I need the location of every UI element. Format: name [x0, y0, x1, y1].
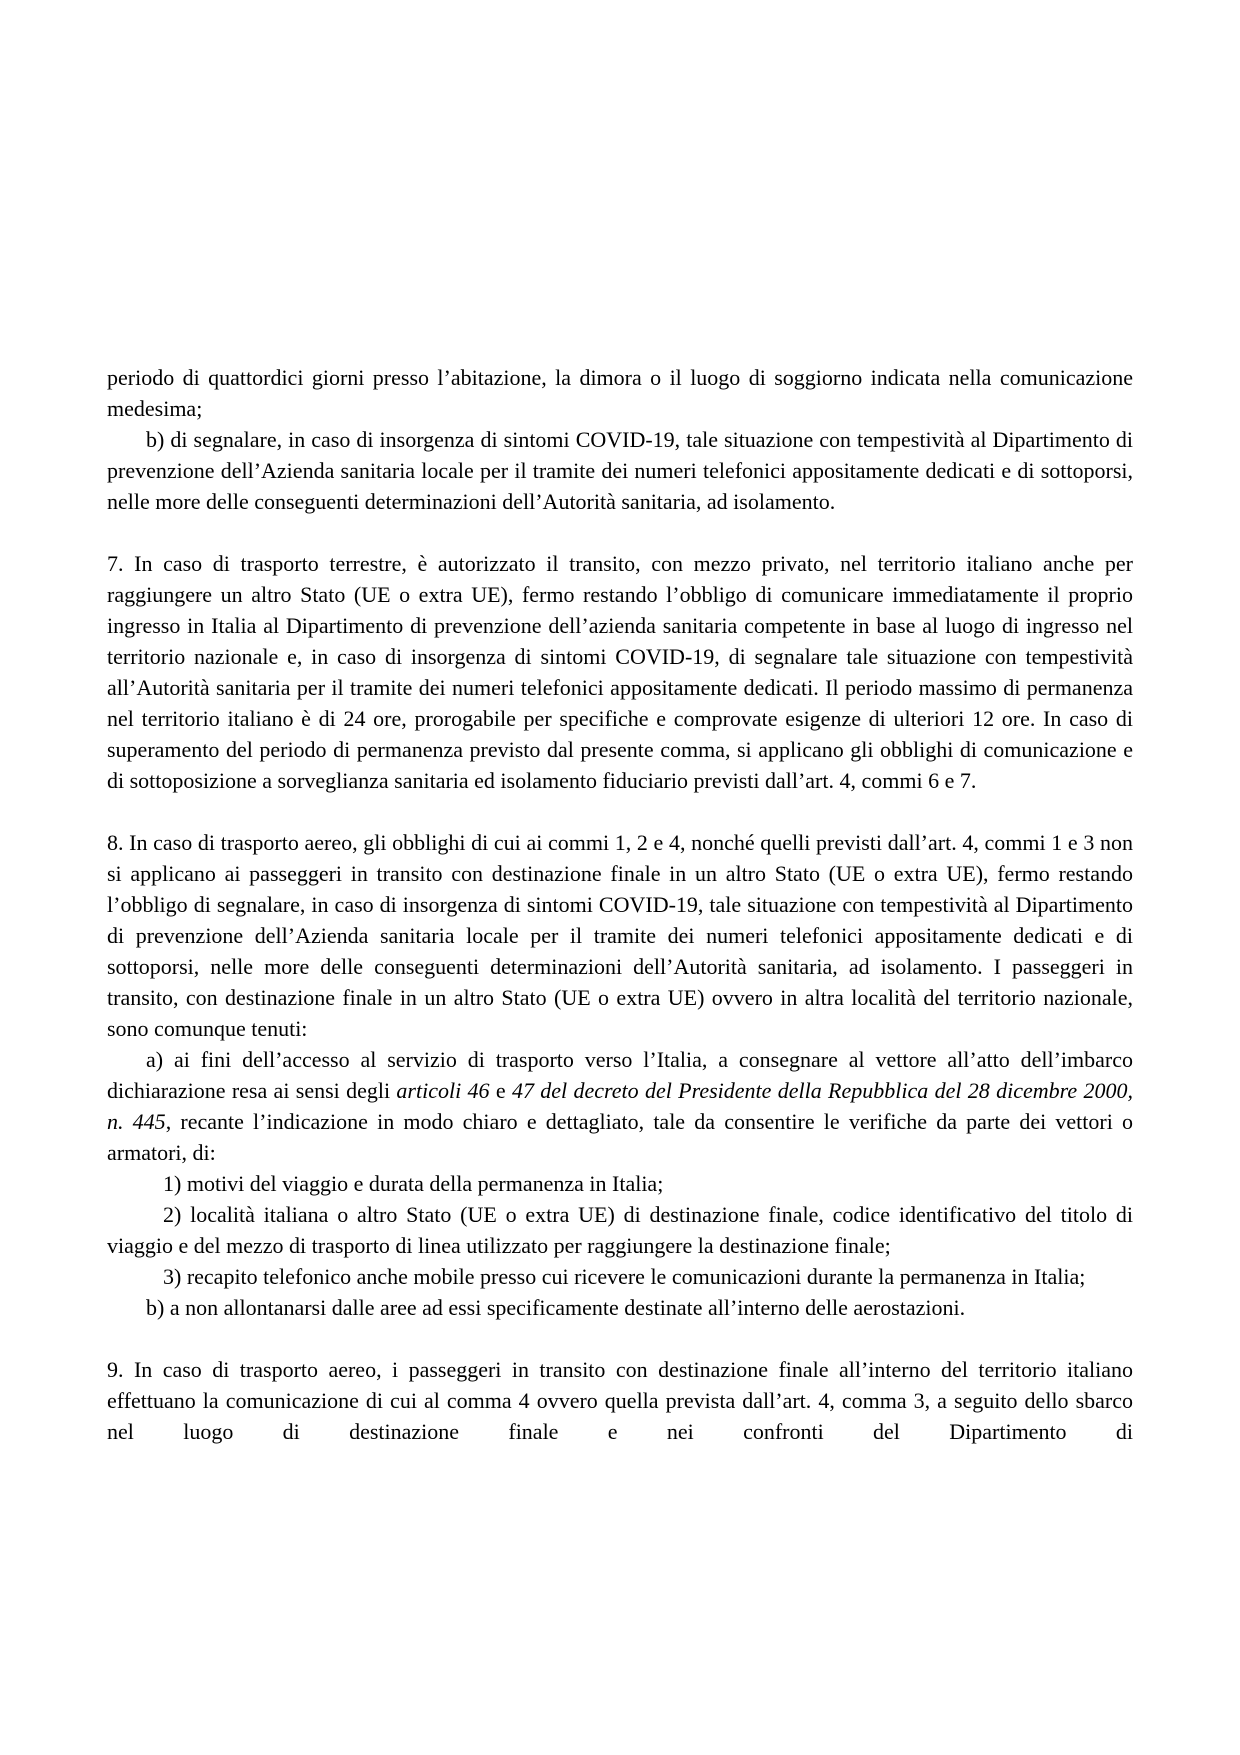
paragraph-comma8-lettera-a	[107, 1044, 1133, 1168]
comma8a-citation-dpr-445: 47 del decreto del Presidente della Repubblica del 28 dicembre 2000, n. 445	[107, 1078, 1133, 1134]
paragraph-comma8: 8. In caso di trasporto aereo, gli obblighi di cui ai commi 1, 2 e 4, nonché quelli previsti dall’art. 4, commi 1 e 3 non si applicano ai passeggeri in transito con destinazione finale in un altro Stato (UE o extra UE), fermo restando l’obbligo di segnalare, in caso di insorgenza di sintomi COVID-19, tale situazione con tempestività al Dipartimento di prevenzione dell’Azienda sanitaria locale per il tramite dei numeri telefonici appositamente dedicati e di sottoporsi, nelle more delle conseguenti determinazioni dell’Autorità sanitaria, ad isolamento. I passeggeri in transito, con destinazione finale in un altro Stato (UE o extra UE) ovvero in altra località del territorio nazionale, sono comunque tenuti:	[107, 830, 1133, 1041]
comma8a-text-segment-1: a) ai fini dell’accesso al servizio di trasporto verso l’Italia, a consegnare al vettore all’atto dell’imbarco dichiarazione resa ai sensi degli	[107, 1047, 1133, 1103]
document-text-block	[107, 362, 1133, 1447]
paragraph-comma9: 9. In caso di trasporto aereo, i passeggeri in transito con destinazione finale all’interno del territorio italiano effettuano la comunicazione di cui al comma 4 ovvero quella prevista dall’art. 4, comma 3, a seguito dello sbarco nel luogo di destinazione finale e nei confronti del Dipartimento di	[107, 1357, 1133, 1444]
paragraph-comma6-lettera-b: b) di segnalare, in caso di insorgenza di sintomi COVID-19, tale situazione con tempestività al Dipartimento di prevenzione dell’Azienda sanitaria locale per il tramite dei numeri telefonici appositamente dedicati e di sottoporsi, nelle more delle conseguenti determinazioni dell’Autorità sanitaria, ad isolamento.	[107, 427, 1133, 514]
comma8a-text-segment-2: e	[489, 1078, 512, 1103]
paragraph-comma8-lettera-a-item-1: 1) motivi del viaggio e durata della permanenza in Italia;	[163, 1171, 664, 1196]
paragraph-comma8-lettera-a-item-2: 2) località italiana o altro Stato (UE o extra UE) di destinazione finale, codice identificativo del titolo di viaggio e del mezzo di trasporto di linea utilizzato per raggiungere la destinazione finale;	[107, 1202, 1133, 1258]
comma8a-citation-articoli-46: articoli 46	[396, 1078, 490, 1103]
paragraph-comma6-lettera-a-continuation: periodo di quattordici giorni presso l’abitazione, la dimora o il luogo di soggiorno indicata nella comunicazione medesima;	[107, 365, 1133, 421]
comma8a-text-segment-3: , recante l’indicazione in modo chiaro e dettagliato, tale da consentire le verifiche da parte dei vettori o armatori, di:	[107, 1109, 1133, 1165]
paragraph-comma8-lettera-a-item-3: 3) recapito telefonico anche mobile presso cui ricevere le comunicazioni durante la permanenza in Italia;	[163, 1264, 1086, 1289]
paragraph-comma8-lettera-b: b) a non allontanarsi dalle aree ad essi specificamente destinate all’interno delle aerostazioni.	[146, 1295, 966, 1320]
paragraph-comma7: 7. In caso di trasporto terrestre, è autorizzato il transito, con mezzo privato, nel territorio italiano anche per raggiungere un altro Stato (UE o extra UE), fermo restando l’obbligo di comunicare immediatamente il proprio ingresso in Italia al Dipartimento di prevenzione dell’azienda sanitaria competente in base al luogo di ingresso nel territorio nazionale e, in caso di insorgenza di sintomi COVID-19, di segnalare tale situazione con tempestività all’Autorità sanitaria per il tramite dei numeri telefonici appositamente dedicati. Il periodo massimo di permanenza nel territorio italiano è di 24 ore, prorogabile per specifiche e comprovate esigenze di ulteriori 12 ore. In caso di superamento del periodo di permanenza previsto dal presente comma, si applicano gli obblighi di comunicazione e di sottoposizione a sorveglianza sanitaria ed isolamento fiduciario previsti dall’art. 4, commi 6 e 7.	[107, 551, 1133, 793]
